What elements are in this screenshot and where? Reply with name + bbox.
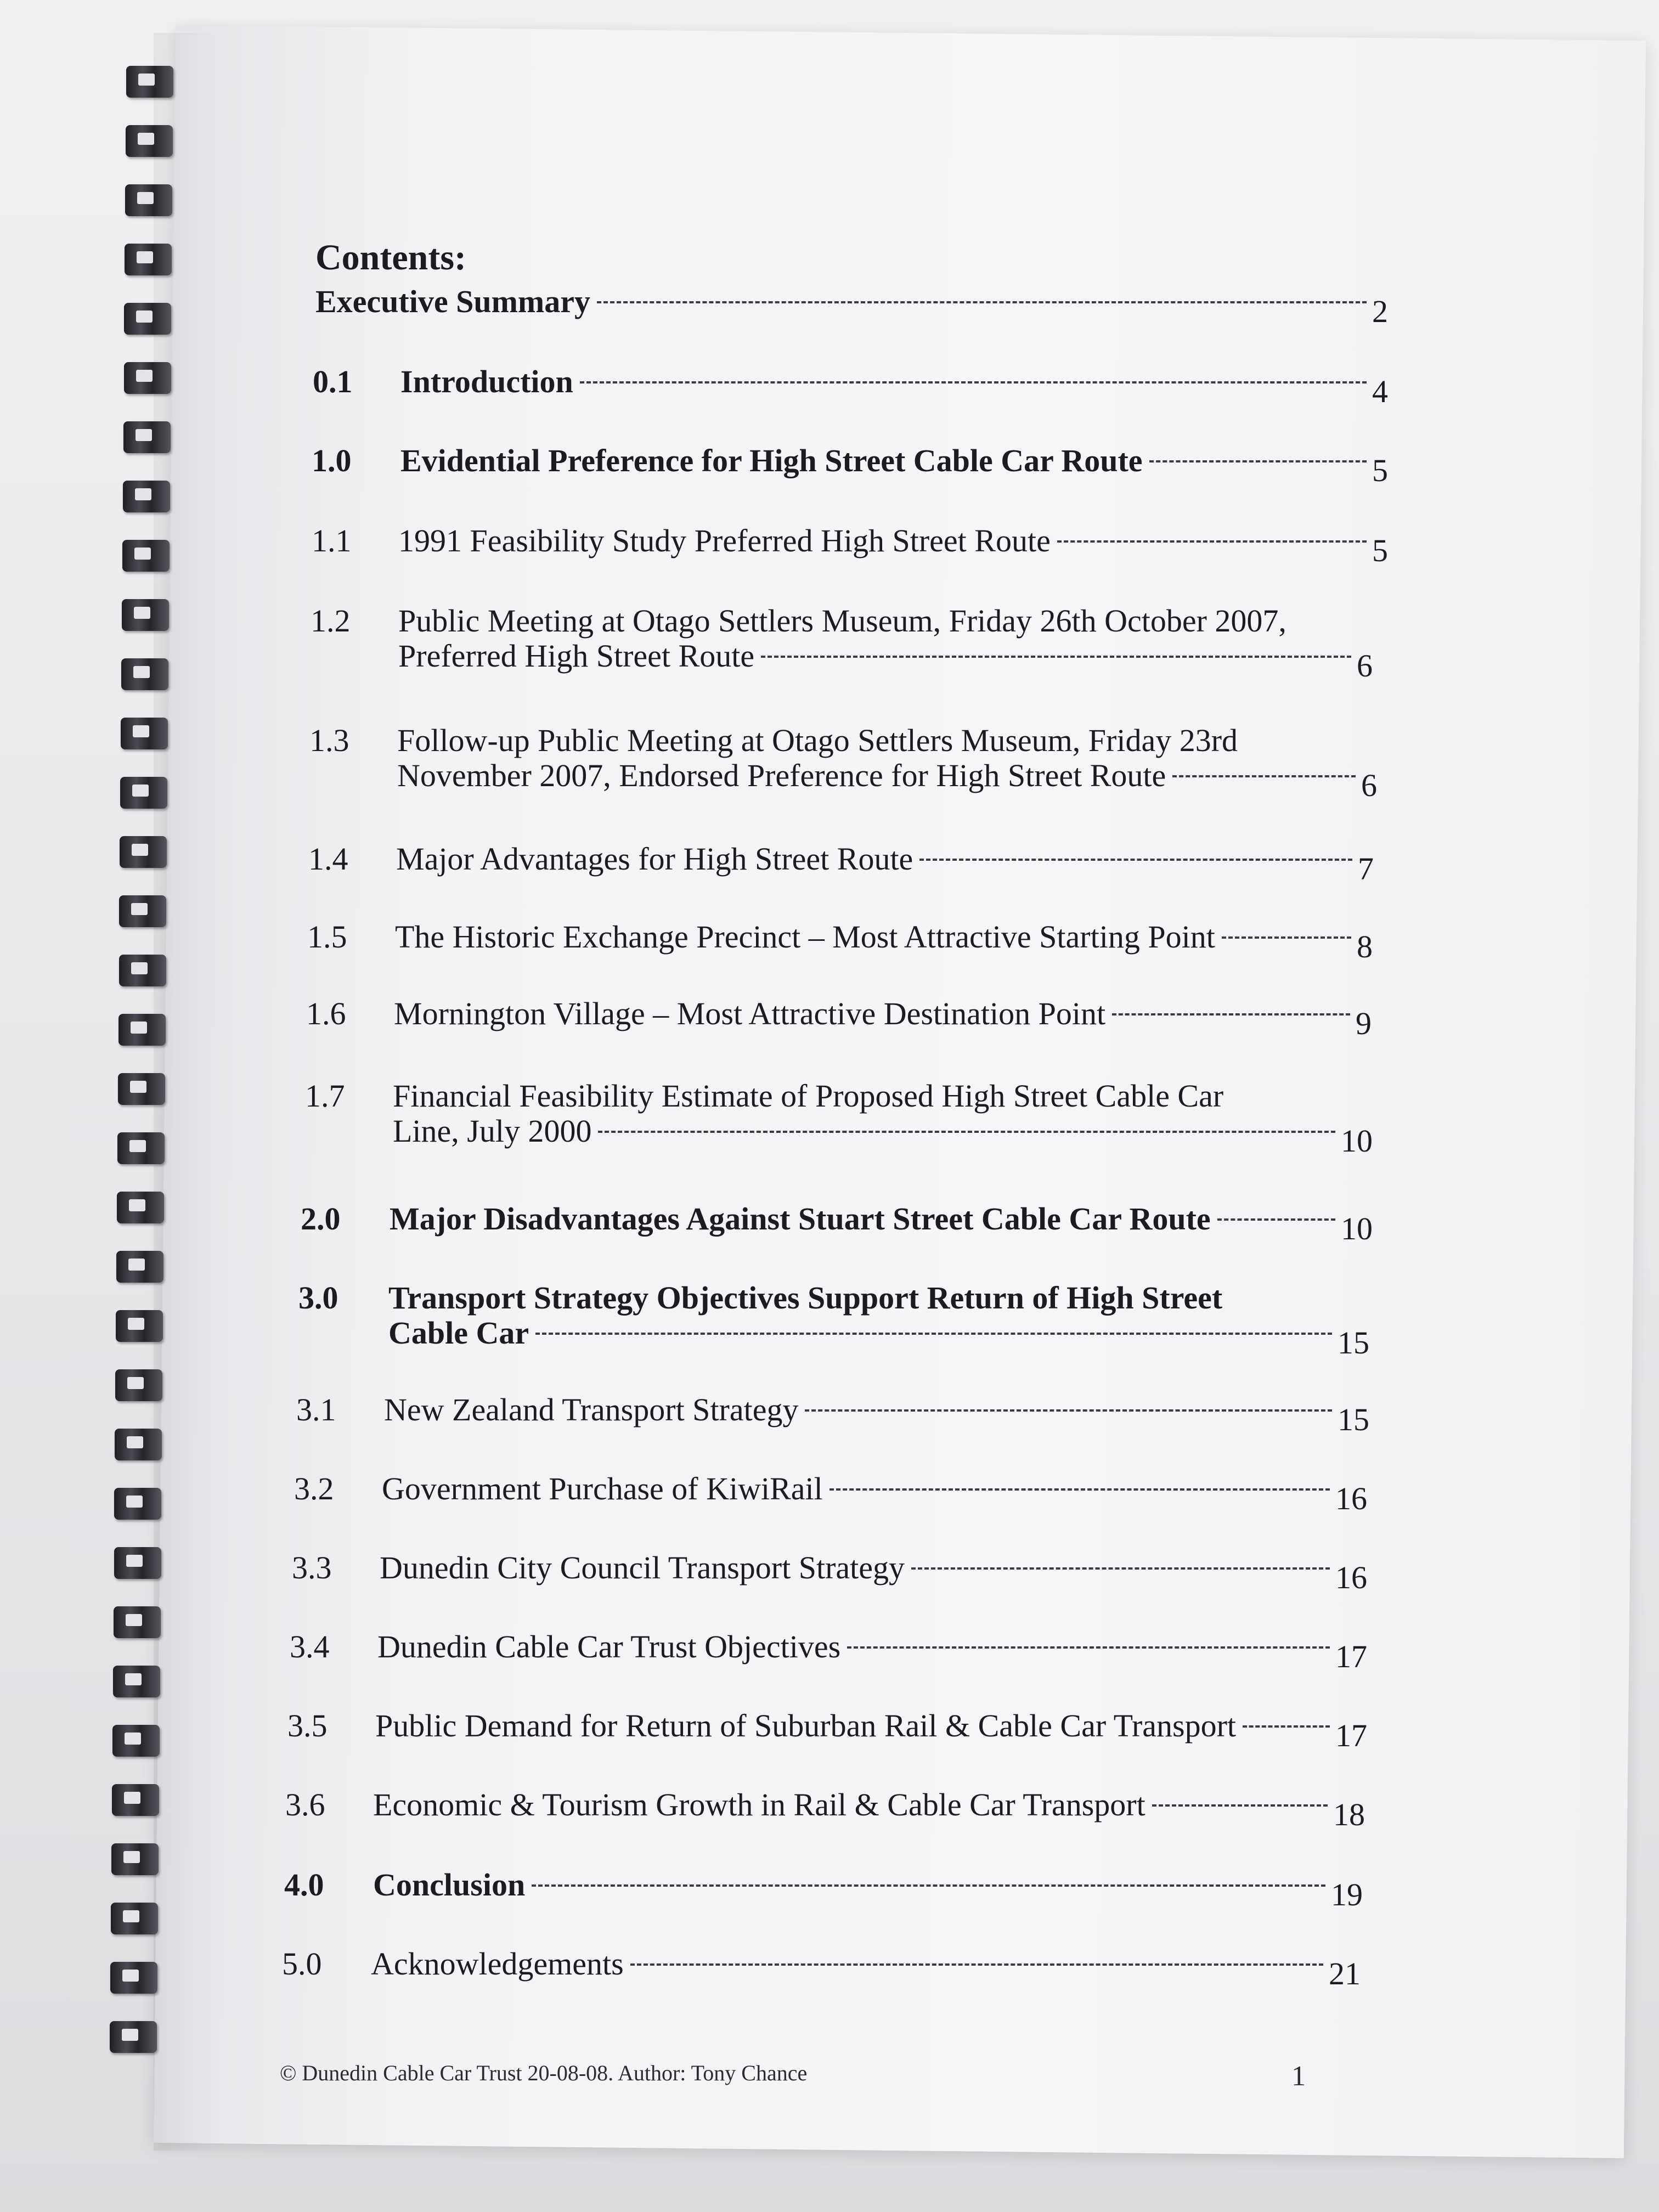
toc-entry-page: 17 — [1335, 1639, 1367, 1674]
toc-entry-title: New Zealand Transport Strategy — [384, 1392, 799, 1427]
toc-entry-title: Economic & Tourism Growth in Rail & Cable Car Transport — [373, 1787, 1146, 1822]
toc-entry-page: 5 — [1372, 533, 1388, 568]
page-footer — [280, 2060, 1306, 2092]
toc-entry-number: 1.6 — [306, 996, 346, 1031]
toc-entry-number: 1.1 — [312, 523, 352, 558]
toc-entry-number: 1.3 — [309, 723, 349, 758]
toc-entry-number: 5.0 — [282, 1946, 322, 1982]
toc-entry-number: 3.3 — [292, 1550, 332, 1585]
toc-entry-page: 7 — [1358, 851, 1374, 887]
toc-entry-page: 6 — [1361, 768, 1377, 803]
toc-entry-page: 6 — [1357, 648, 1373, 684]
toc-entry-title: Mornington Village – Most Attractive Destination Point — [394, 996, 1106, 1031]
toc-entry-title: Dunedin Cable Car Trust Objectives — [377, 1629, 841, 1664]
leader-dots — [911, 1566, 1330, 1570]
toc-entry-title: The Historic Exchange Precinct – Most Attractive Starting Point — [395, 919, 1215, 955]
toc-entry-title: Dunedin City Council Transport Strategy — [380, 1550, 905, 1585]
toc-entry-page: 16 — [1335, 1481, 1367, 1516]
toc-entry-number: 3.0 — [298, 1280, 338, 1316]
toc-entry-number: 1.4 — [308, 841, 348, 877]
leader-dots — [630, 1962, 1323, 1966]
leader-dots — [1112, 1012, 1350, 1015]
toc-entry-number: 3.6 — [285, 1787, 325, 1822]
leader-dots — [535, 1331, 1332, 1335]
toc-entry-page: 19 — [1331, 1877, 1363, 1912]
leader-dots — [830, 1487, 1330, 1491]
leader-dots — [1172, 774, 1356, 777]
leader-dots — [847, 1645, 1330, 1649]
toc-entry-number: 3.4 — [290, 1629, 330, 1664]
toc-entry-title: Preferred High Street Route — [398, 638, 755, 674]
toc-entry-title: Major Disadvantages Against Stuart Street Cable Car Route — [390, 1201, 1211, 1237]
footer-copyright: © Dunedin Cable Car Trust 20-08-08. Author: Tony Chance — [280, 2061, 808, 2085]
leader-dots — [805, 1408, 1332, 1412]
toc-entry-page: 17 — [1335, 1718, 1367, 1753]
toc-entry-title: Acknowledgements — [371, 1946, 624, 1982]
toc-entry-number: 1.0 — [312, 443, 352, 478]
toc-entry-title: November 2007, Endorsed Preference for High Street Route — [397, 758, 1166, 793]
toc-entry-page: 8 — [1357, 929, 1373, 964]
toc-entry-title: Government Purchase of KiwiRail — [382, 1471, 823, 1506]
leader-dots — [1152, 1803, 1328, 1807]
toc-entry-number: 1.5 — [307, 919, 347, 955]
toc-entry-page: 21 — [1329, 1956, 1361, 1991]
toc-entry-title: Conclusion — [373, 1867, 526, 1903]
leader-dots — [580, 380, 1367, 383]
toc-entry-number: 2.0 — [301, 1201, 341, 1237]
toc-entry-page: 10 — [1341, 1211, 1373, 1246]
leader-dots — [598, 1129, 1335, 1133]
leader-dots — [1057, 539, 1367, 543]
toc-entry-title: Line, July 2000 — [393, 1113, 592, 1149]
contents-heading: Contents: — [315, 238, 466, 278]
toc-entry-title: Cable Car — [388, 1315, 529, 1351]
toc-entry-page: 4 — [1372, 374, 1388, 409]
toc-entry-title: 1991 Feasibility Study Preferred High Street Route — [398, 523, 1051, 558]
toc-entry-title: Public Demand for Return of Suburban Rail & Cable Car Transport — [375, 1708, 1237, 1743]
leader-dots — [1243, 1724, 1330, 1728]
toc-entry-title: Major Advantages for High Street Route — [396, 841, 913, 877]
leader-dots — [1222, 935, 1351, 939]
toc-entry-number: 4.0 — [284, 1867, 324, 1903]
toc-entry-title: Executive Summary — [315, 284, 590, 319]
footer-page-number: 1 — [1291, 2061, 1306, 2092]
toc-entry-title-line1: Follow-up Public Meeting at Otago Settlers Museum, Friday 23rd — [397, 723, 1238, 758]
toc-entry-page: 10 — [1341, 1123, 1373, 1159]
toc-entry-number: 3.1 — [296, 1392, 336, 1427]
toc-entry-number: 3.5 — [287, 1708, 328, 1743]
leader-dots — [1149, 459, 1367, 462]
toc-entry-title-line1: Transport Strategy Objectives Support Return of High Street — [388, 1280, 1223, 1316]
toc-entry-page: 9 — [1356, 1006, 1372, 1041]
toc-entry-page: 15 — [1338, 1402, 1369, 1437]
toc-entry-title: Introduction — [400, 364, 573, 399]
toc-entry-title: Evidential Preference for High Street Cable Car Route — [400, 443, 1143, 478]
toc-entry-number: 1.7 — [305, 1078, 345, 1114]
leader-dots — [532, 1883, 1325, 1887]
toc-entry-page: 2 — [1372, 294, 1388, 329]
leader-dots — [597, 300, 1367, 303]
toc-entry-page: 5 — [1372, 453, 1388, 488]
toc-entry-title-line1: Financial Feasibility Estimate of Proposed High Street Cable Car — [393, 1078, 1224, 1114]
toc-entry-number: 0.1 — [313, 364, 353, 399]
toc-entry-page: 18 — [1333, 1797, 1365, 1832]
leader-dots — [761, 654, 1351, 658]
toc-entry-page: 15 — [1338, 1325, 1369, 1361]
toc-entry-page: 16 — [1335, 1560, 1367, 1595]
toc-entry-number: 1.2 — [311, 603, 351, 639]
toc-entry-number: 3.2 — [294, 1471, 334, 1506]
leader-dots — [919, 857, 1352, 861]
toc-entry-title-line1: Public Meeting at Otago Settlers Museum, Friday 26th October 2007, — [398, 603, 1286, 639]
leader-dots — [1217, 1217, 1335, 1221]
